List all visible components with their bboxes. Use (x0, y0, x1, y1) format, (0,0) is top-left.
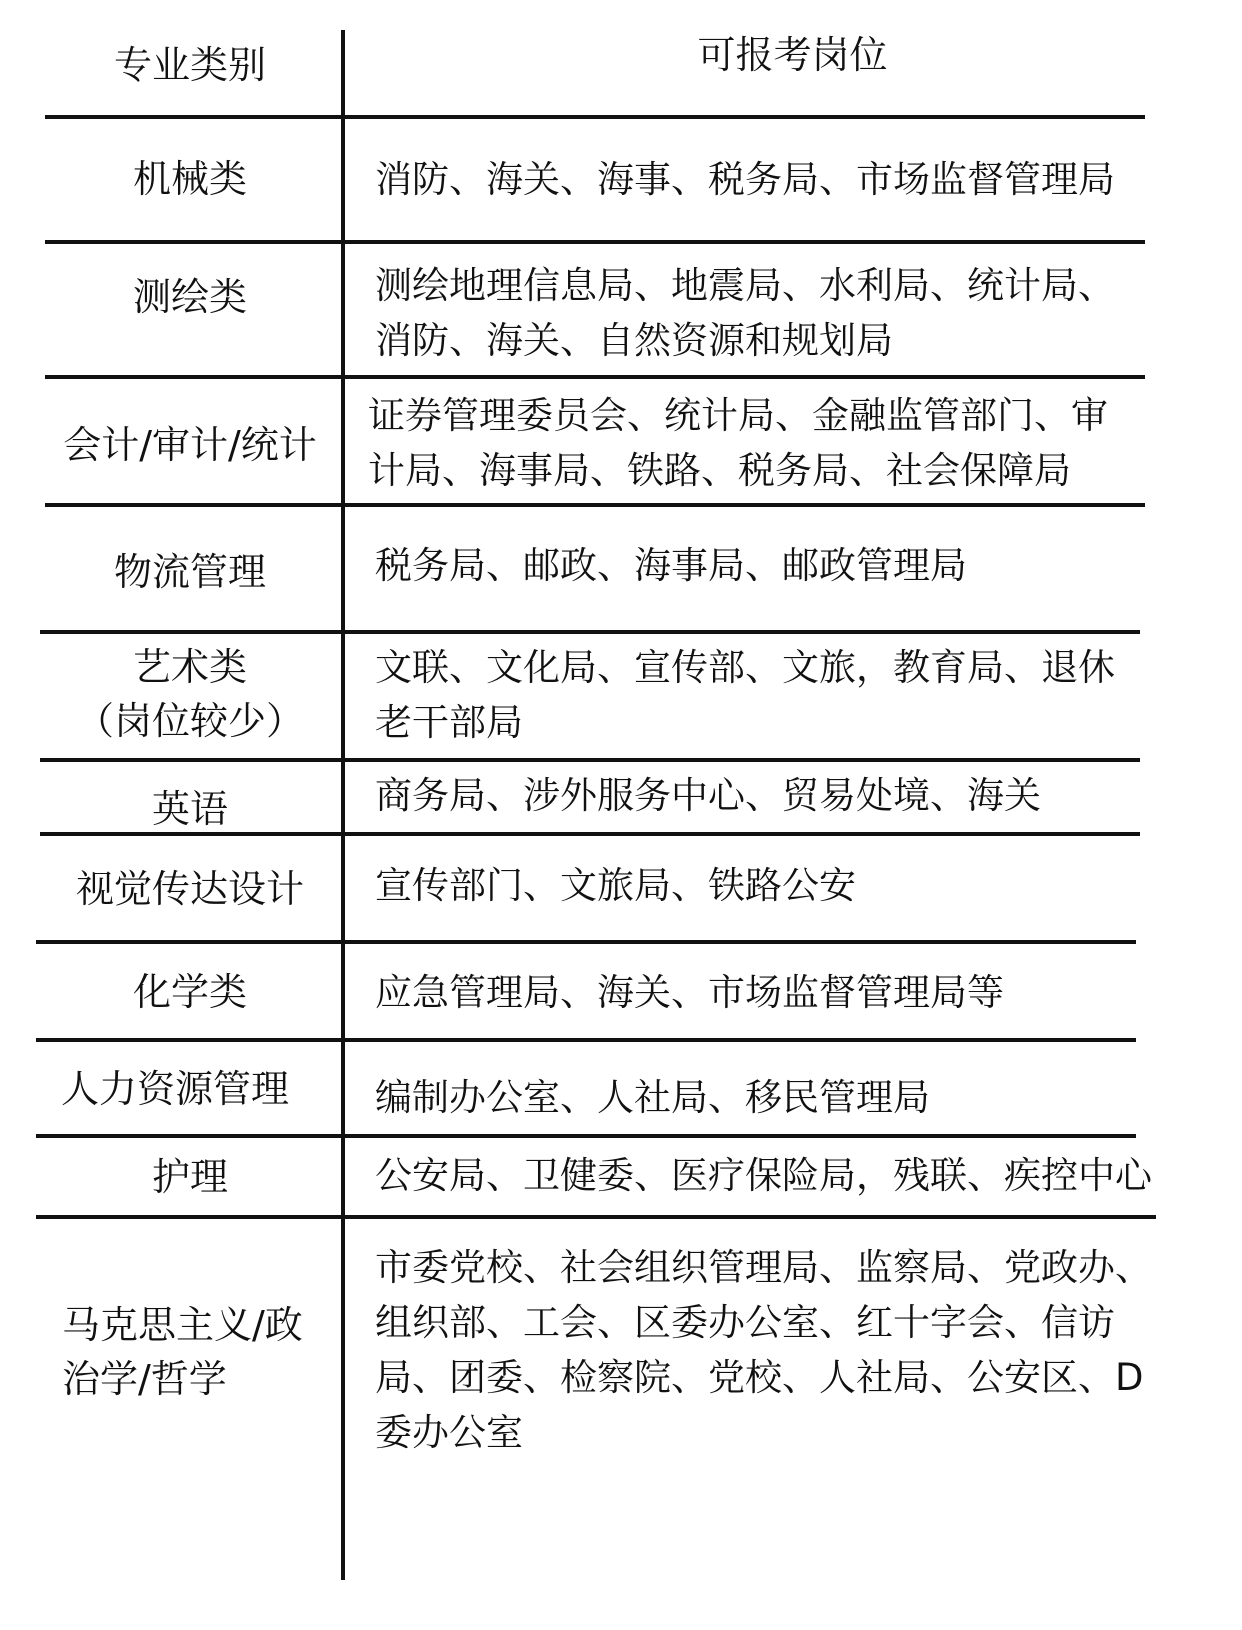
row-divider (45, 115, 1145, 119)
row-category: 视觉传达设计 (75, 867, 304, 911)
row-positions: 文联、文化局、宣传部、文旅，教育局、退休 老干部局 (375, 646, 1115, 744)
row-positions: 公安局、卫健委、医疗保险局，残联、疾控中心 (375, 1154, 1152, 1197)
row-divider (36, 940, 1136, 944)
row-category: 化学类 (132, 970, 247, 1014)
row-positions: 宣传部门、文旅局、铁路公安 (375, 864, 856, 907)
row-category: 艺术类 （岗位较少） (75, 645, 304, 743)
row-divider (36, 1038, 1136, 1042)
row-divider (45, 375, 1145, 379)
row-divider (40, 758, 1140, 762)
row-category: 测绘类 (132, 275, 247, 319)
row-positions: 税务局、邮政、海事局、邮政管理局 (375, 544, 967, 587)
row-category: 马克思主义/政 治学/哲学 (62, 1303, 303, 1401)
row-divider (40, 630, 1140, 634)
row-category: 英语 (151, 787, 228, 831)
row-category: 护理 (151, 1155, 228, 1199)
header-category: 专业类别 (113, 43, 266, 87)
header-positions: 可报考岗位 (697, 33, 888, 77)
row-category: 会计/审计/统计 (63, 423, 317, 467)
row-category: 机械类 (132, 157, 247, 201)
row-positions: 消防、海关、海事、税务局、市场监督管理局 (375, 158, 1115, 201)
row-positions: 证券管理委员会、统计局、金融监管部门、审 计局、海事局、铁路、税务局、社会保障局 (368, 394, 1108, 492)
row-divider (45, 503, 1145, 507)
row-positions: 应急管理局、海关、市场监督管理局等 (375, 971, 1004, 1014)
row-positions: 市委党校、社会组织管理局、监察局、党政办、 组织部、工会、区委办公室、红十字会、信访 局、团委、检察院、党校、人社局、公安区、D 委办公室 (375, 1246, 1152, 1454)
row-positions: 测绘地理信息局、地震局、水利局、统计局、 消防、海关、自然资源和规划局 (375, 264, 1115, 362)
row-divider (45, 240, 1145, 244)
row-divider (36, 1134, 1136, 1138)
row-divider (36, 1215, 1156, 1219)
row-category: 物流管理 (113, 550, 266, 594)
row-category: 人力资源管理 (60, 1067, 289, 1111)
row-positions: 商务局、涉外服务中心、贸易处境、海关 (375, 774, 1041, 817)
row-positions: 编制办公室、人社局、移民管理局 (375, 1076, 930, 1119)
